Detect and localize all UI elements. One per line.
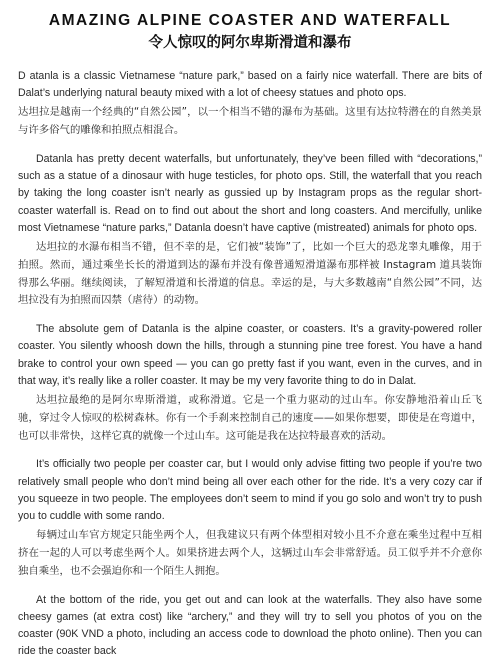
- paragraph-en-1: D atanla is a classic Vietnamese “nature park,” based on a fairly nice waterfall. There are bits of Dalat’s underlying natural beauty mixed with a lot of cheesy statues and photo ops.: [18, 70, 482, 100]
- paragraph-zh-2: 达坦拉的水瀑布相当不错，但不幸的是，它们被“装饰”了，比如一个巨大的恐龙睾丸雕像，用于拍照。然而，通过乘坐长长的滑道到达的瀑布并没有像普通短滑道瀑布那样被 Instagram 道具装饰得那么华丽。继续阅读，了解短滑道和长滑道的信息。幸运的是，与大多数越南“自然公园”不同，达坦拉没有为拍照而囚禁（虐待）的动物。: [18, 241, 482, 307]
- paragraph-en-2: Datanla has pretty decent waterfalls, but unfortunately, they’ve been filled with “decorations,” such as a statue of a dinosaur with huge testicles, for photo ops. Still, the waterfall that you reach by taking the long coaster isn’t nearly as gussied up by Instagram props as the regular short-coaster waterfall is. Read on to find out about the short and long coasters. And mercifully, unlike most Vietnamese “nature parks,” Datanla doesn’t have captive (mistreated) animals for photo ops.: [18, 153, 482, 234]
- paragraph-en-5: At the bottom of the ride, you get out and can look at the waterfalls. They also have some cheesy games (at extra cost) like “archery,” and they will try to sell you photos of you on the coaster (90K VND a photo, including an access code to download the photo online). Then you can ride the coaster back: [18, 593, 482, 658]
- title-english: AMAZING ALPINE COASTER AND WATERFALL: [48, 12, 452, 29]
- title-chinese: 令人惊叹的阿尔卑斯滑道和瀑布: [148, 35, 352, 51]
- paragraph-zh-4: 每辆过山车官方规定只能坐两个人，但我建议只有两个体型相对较小且不介意在乘坐过程中互相挤在一起的人可以考虑坐两个人。如果挤进去两个人，这辆过山车会非常舒适。员工似乎并不介意你独自乘坐，也不会强迫你和一个陌生人拥抱。: [18, 529, 482, 577]
- paragraph-en-4: It’s officially two people per coaster car, but I would only advise fitting two people if you’re two relatively small people who don’t mind being all over each other for the ride. It’s a very cozy car if you squeeze in two people. The employees don’t seem to mind if you go solo and won’t try to push you to cuddle with some rando.: [18, 458, 482, 523]
- paragraph-zh-1: 达坦拉是越南一个经典的“自然公园”，以一个相当不错的瀑布为基础。这里有达拉特潜在的自然美景与许多俗气的雕像和拍照点相混合。: [18, 106, 482, 137]
- paragraph-zh-3: 达坦拉最绝的是阿尔卑斯滑道，或称滑道。它是一个重力驱动的过山车。你安静地沿着山丘飞驰，穿过令人惊叹的松树森林。你有一个手刹来控制自己的速度——如果你想要，即使是在弯道中，也可以非常快，这样它真的就像一个过山车。这可能是我在达拉特最喜欢的活动。: [18, 394, 482, 442]
- paragraph-en-3: The absolute gem of Datanla is the alpine coaster, or coasters. It’s a gravity-powered roller coaster. You silently whoosh down the hills, through a stunning pine tree forest. You have a hand brake to control your own speed — you can go pretty fast if you want, even in the curves, and in that way, it’s really like a roller coaster. It may be my very favorite thing to do in Dalat.: [18, 323, 482, 387]
